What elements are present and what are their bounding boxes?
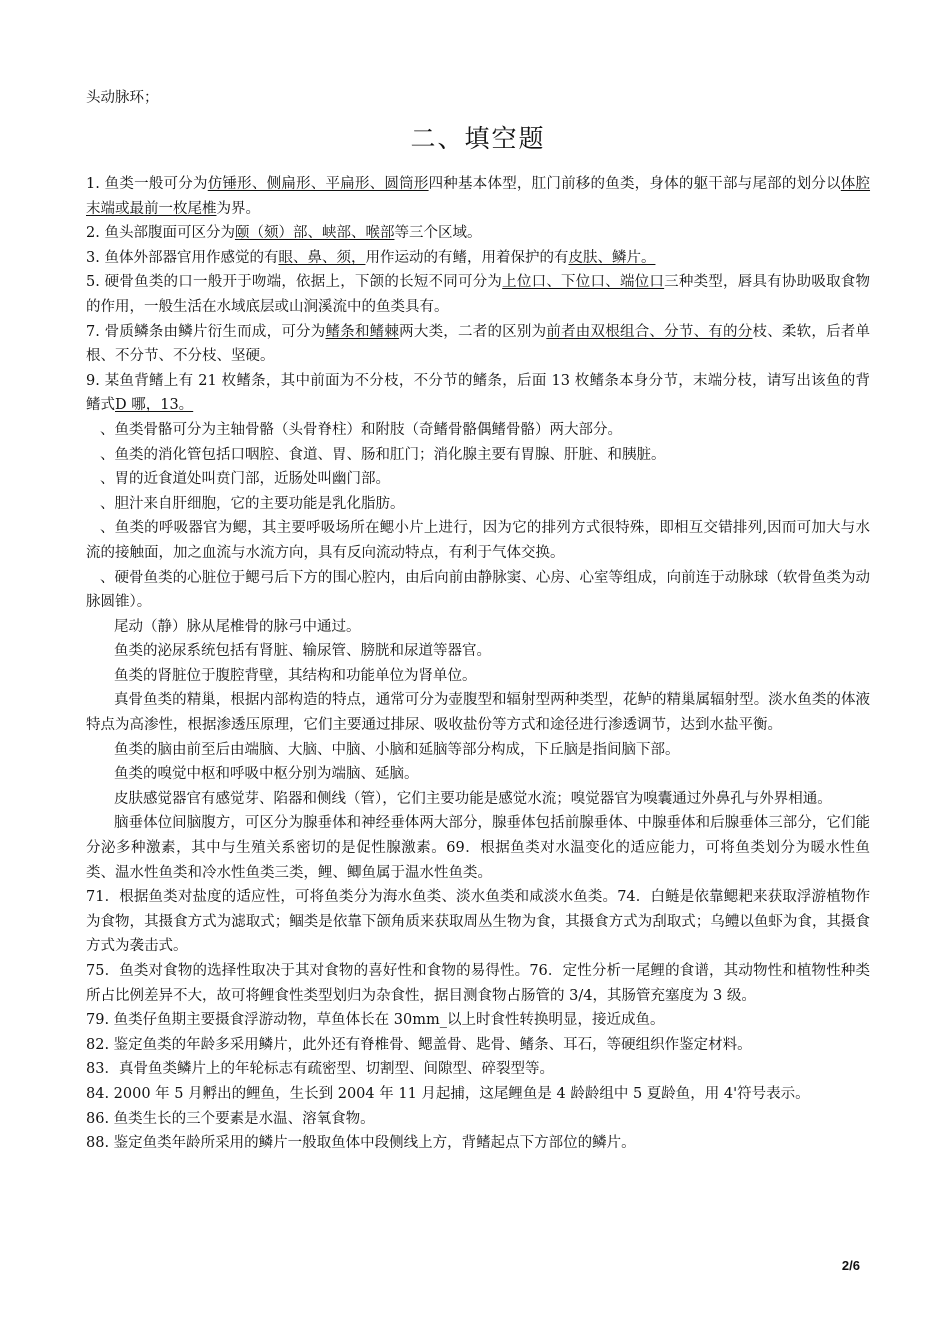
- text-segment: 为界。: [216, 200, 260, 217]
- text-segment: 鱼类的泌尿系统包括有肾脏、输尿管、膀胱和尿道等器官。: [114, 643, 491, 660]
- answer-text: D 哪，13。: [115, 397, 194, 414]
- page-number: 2/6: [841, 1258, 860, 1273]
- text-segment: 、鱼类的消化管包括口咽腔、食道、胃、肠和肛门；消化腺主要有胃腺、肝脏、和胰脏。: [100, 446, 666, 463]
- text-segment: 皮肤感觉器官有感觉芽、陷器和侧线（管），它们主要功能是感觉水流；嗅觉器官为嗅囊通过外鼻孔与外界相通。: [114, 790, 832, 807]
- paragraph: [86, 1131, 870, 1156]
- paragraph: [86, 566, 870, 615]
- text-segment: 、硬骨鱼类的心脏位于鳃弓后下方的围心腔内，由后向前由静脉窦、心房、心室等组成，向前连于动脉球（软骨鱼类为动脉圆锥）。: [86, 569, 870, 611]
- paragraph: [86, 885, 870, 959]
- text-segment: 用作运动的有鳍，用着保护的有: [365, 249, 569, 266]
- paragraph: [86, 664, 870, 689]
- paragraph: [86, 959, 870, 1008]
- paragraph: [86, 270, 870, 319]
- text-segment: 82. 鉴定鱼类的年龄多采用鳞片，此外还有脊椎骨、鳃盖骨、匙骨、鳍条、耳石，等硬组织作鉴定材料。: [86, 1036, 752, 1053]
- text-segment: 、胆汁来自肝细胞，它的主要功能是乳化脂肪。: [100, 495, 405, 512]
- text-segment: 84. 2000 年 5 月孵出的鲤鱼，生长到 2004 年 11 月起捕，这尾鲤鱼是 4 龄龄组中 5 夏龄鱼，用 4'符号表示。: [86, 1085, 810, 1102]
- text-segment: 3. 鱼体外部器官用作感觉的有: [86, 249, 279, 266]
- answer-text: 皮肤、鳞片。: [568, 249, 656, 266]
- text-segment: 鱼类的肾脏位于腹腔背壁，其结构和功能单位为肾单位。: [114, 667, 477, 684]
- text-segment: 等三个区域。: [394, 225, 482, 242]
- answer-text: 鳍条和鳍棘: [325, 323, 400, 340]
- paragraph: [86, 443, 870, 468]
- text-segment: 两大类，二者的区别为: [399, 323, 547, 340]
- text-segment: 鱼类的嗅觉中枢和呼吸中枢分别为端脑、延脑。: [114, 766, 419, 783]
- paragraph: [86, 221, 870, 246]
- lead-line: 头动脉环；: [86, 90, 159, 106]
- paragraph: [86, 246, 870, 271]
- text-segment: 、胃的近食道处叫贲门部，近肠处叫幽门部。: [100, 471, 390, 488]
- text-segment: 、鱼类的呼吸器官为鳃，其主要呼吸场所在鳃小片上进行，因为它的排列方式很特殊，即相互交错排列,因而可加大与水流的接触面，加之血流与水流方向，具有反向流动特点，有利于气体交换。: [86, 520, 870, 561]
- text-segment: 鱼类的脑由前至后由端脑、大脑、中脑、小脑和延脑等部分构成，下丘脑是指间脑下部。: [114, 741, 680, 758]
- paragraph: [86, 1107, 870, 1132]
- paragraph: [86, 1082, 870, 1107]
- text-segment: 枝、柔软，后者单根、不分节、不分枝、坚硬。: [86, 323, 871, 365]
- body-paragraphs: [86, 172, 870, 1156]
- paragraph: [86, 172, 870, 221]
- text-segment: 5. 硬骨鱼类的口一般开于吻端，依据上，下颌的长短不同可分为: [86, 274, 503, 291]
- paragraph: [86, 492, 870, 517]
- text-segment: 9. 某鱼背鳍上有 21 枚鳍条，其中前面为不分枝，不分节的鳍条，后面 13 枚鳍条本身分节，末端分枝，请写出该鱼的背鳍式: [86, 372, 870, 414]
- paragraph: [86, 639, 870, 664]
- paragraph: [86, 320, 870, 369]
- paragraph: [86, 762, 870, 787]
- text-segment: 79. 鱼类仔鱼期主要摄食浮游动物，草鱼体长在 30mm_以上时食性转换明显，接近成鱼。: [86, 1012, 665, 1029]
- text-segment: 75．鱼类对食物的选择性取决于其对食物的喜好性和食物的易得性。76．定性分析一尾鲤的食谱，其动物性和植物性种类所占比例差异不大，故可将鲤食性类型划归为杂食性，据目测食物占肠管的 3/4，其肠管充塞度为 3 级。: [86, 963, 870, 1004]
- paragraph: [86, 418, 870, 443]
- answer-text: 体腔末端或最前一枚尾椎: [86, 176, 871, 217]
- text-segment: 83．真骨鱼类鳞片上的年轮标志有疏密型、切割型、间隙型、碎裂型等。: [86, 1061, 554, 1078]
- answer-text: 眼、鼻、须，: [278, 249, 366, 266]
- paragraph: [86, 369, 870, 418]
- section-title: 二、填空题: [410, 124, 546, 153]
- document-page: [86, 86, 870, 1156]
- paragraph: [86, 516, 870, 565]
- text-segment: 尾动（静）脉从尾椎骨的脉弓中通过。: [114, 618, 361, 635]
- text-segment: 71．根据鱼类对盐度的适应性，可将鱼类分为海水鱼类、淡水鱼类和咸淡水鱼类。74．白鲢是依靠鳃耙来获取浮游植物作为食物，其摄食方式为滤取式；鲴类是依靠下颌角质来获取周丛生物为食，其摄食方式为刮取式；乌鳢以鱼虾为食，其摄食方式为袭击式。: [86, 889, 870, 955]
- paragraph: [86, 688, 870, 737]
- text-segment: 2. 鱼头部腹面可区分为: [86, 225, 235, 242]
- text-segment: 脑垂体位间脑腹方，可区分为腺垂体和神经垂体两大部分，腺垂体包括前腺垂体、中腺垂体和后腺垂体三部分，它们能分泌多种激素，其中与生殖关系密切的是促性腺激素。69．根据鱼类对水温变化的适应能力，可将鱼类划分为暖水性鱼类、温水性鱼类和冷水性鱼类三类，鲤、鲫鱼属于温水性鱼类。: [86, 815, 870, 881]
- paragraph: [86, 1033, 870, 1058]
- text-segment: 真骨鱼类的精巢，根据内部构造的特点，通常可分为壶腹型和辐射型两种类型，花鲈的精巢属辐射型。淡水鱼类的体液特点为高渗性，根据渗透压原理，它们主要通过排尿、吸收盐份等方式和途径进行渗透调节，达到水盐平衡。: [86, 692, 870, 734]
- paragraph: [86, 738, 870, 763]
- answer-text: 颐（颏）部、峡部、喉部: [234, 225, 395, 242]
- text-segment: 四种基本体型，肛门前移的鱼类，身体的躯干部与尾部的划分以: [428, 176, 841, 192]
- text-segment: 7. 骨质鳞条由鳞片衍生而成，可分为: [86, 323, 326, 340]
- text-segment: 88. 鉴定鱼类年龄所采用的鳞片一般取鱼体中段侧线上方，背鳍起点下方部位的鳞片。: [86, 1135, 636, 1152]
- text-segment: 86. 鱼类生长的三个要素是水温、溶氧食物。: [86, 1110, 375, 1127]
- paragraph: [86, 1008, 870, 1033]
- text-segment: 三种类型，唇具有协助吸取食物的作用，一般生活在水域底层或山涧溪流中的鱼类具有。: [86, 274, 871, 315]
- paragraph: [86, 811, 870, 885]
- answer-text: 上位口、下位口、端位口: [502, 274, 665, 291]
- answer-text: 前者由双根组合、分节、有的分: [546, 323, 753, 340]
- paragraph: [86, 615, 870, 640]
- text-segment: 1. 鱼类一般可分为: [86, 176, 208, 192]
- text-segment: 、鱼类骨骼可分为主轴骨骼（头骨脊柱）和附肢（奇鳍骨骼偶鳍骨骼）两大部分。: [100, 421, 622, 438]
- answer-text: 仿锤形、侧扁形、平扁形、圆筒形: [207, 176, 429, 192]
- paragraph: [86, 787, 870, 812]
- paragraph: [86, 467, 870, 492]
- paragraph: [86, 1057, 870, 1082]
